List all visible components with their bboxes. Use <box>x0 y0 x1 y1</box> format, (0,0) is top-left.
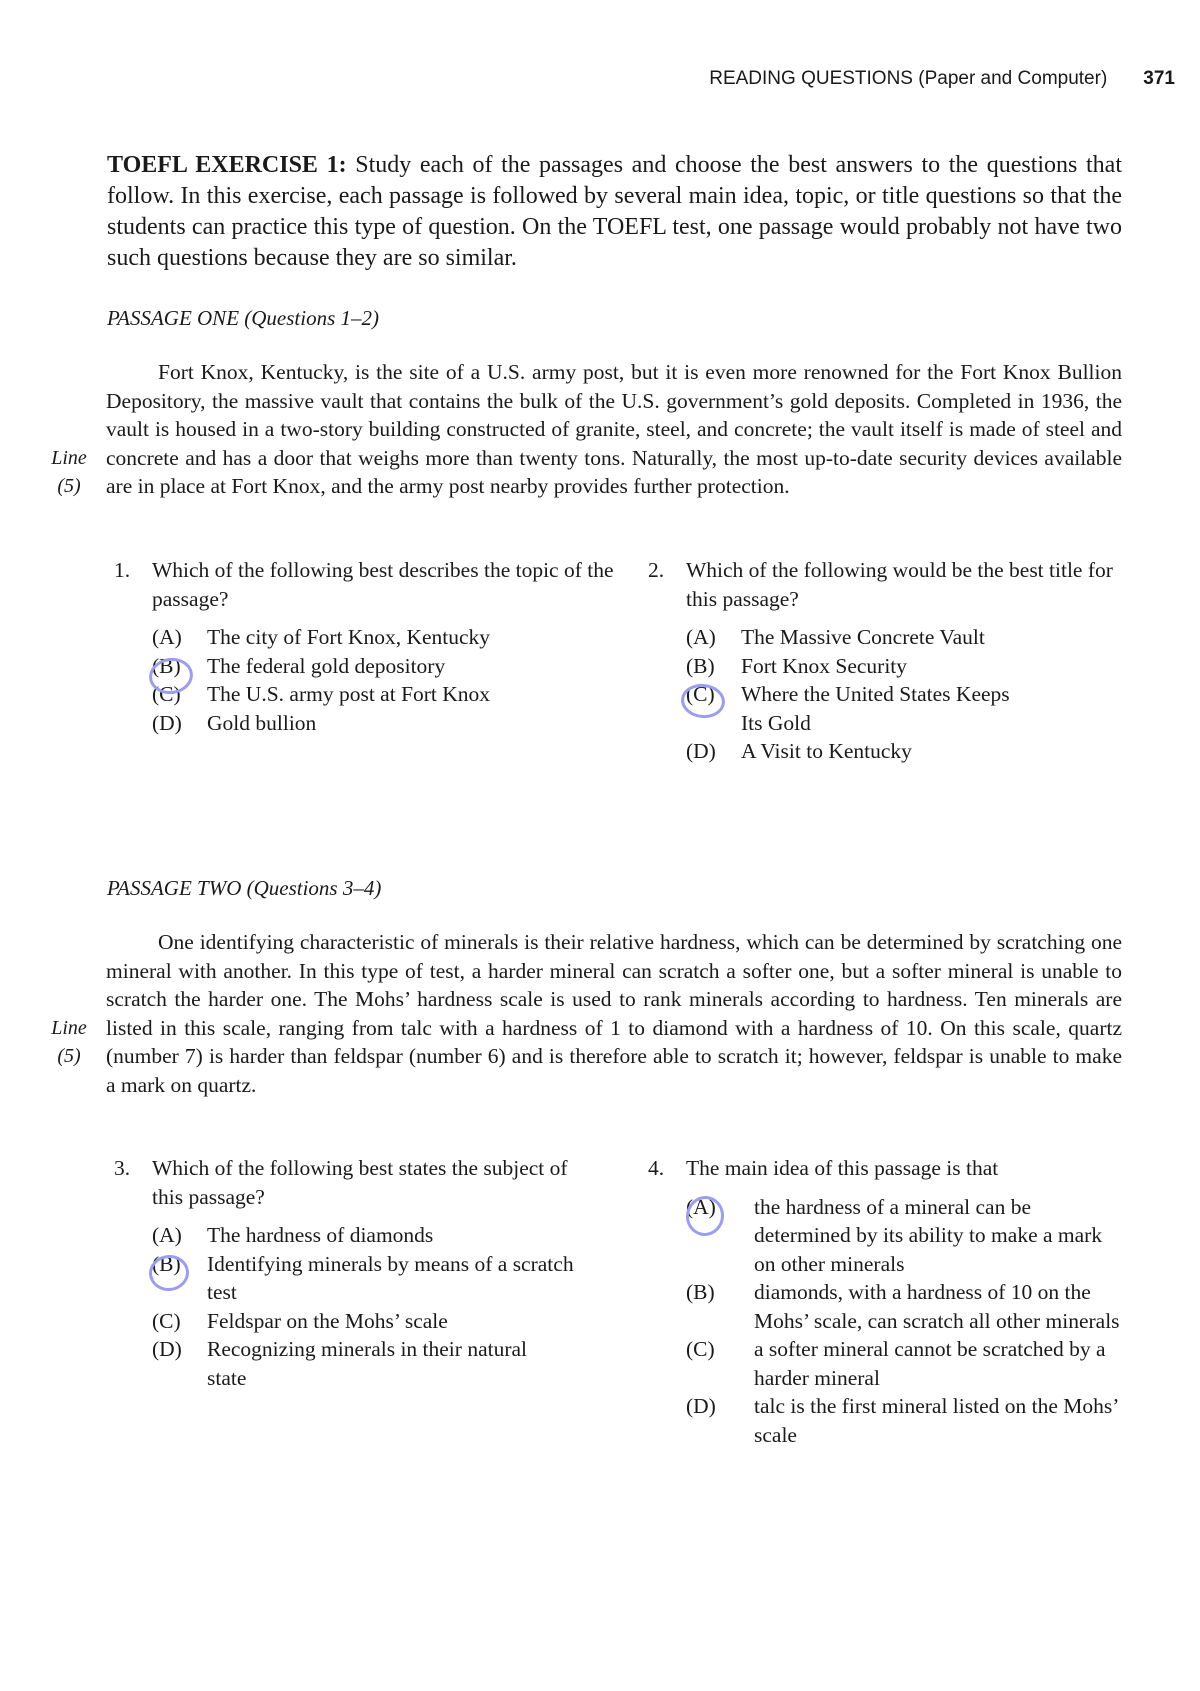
option-text: The hardness of diamonds <box>207 1223 434 1247</box>
exercise-instructions <box>107 150 1122 274</box>
answer-option-d[interactable] <box>686 1392 1128 1449</box>
question-4 <box>648 1154 1128 1449</box>
passage-two-heading: PASSAGE TWO (Questions 3–4) <box>107 876 382 900</box>
passage-one-text: Fort Knox, Kentucky, is the site of a U.S. army post, but it is even more renowned for the Fort Knox Bullion Depository, the massive vault that contains the bulk of the U.S. government’s gold deposits. Completed in 1936, the vault is housed in a two-story building constructed of granite, steel, and concrete; the vault itself is made of steel and concrete and has a door that weighs more than twenty tons. Naturally, the most up-to-date security devices available are in place at Fort Knox, and the army post nearby provides further protection. <box>106 360 1122 498</box>
option-text: The U.S. army post at Fort Knox <box>207 682 491 706</box>
answer-option-c[interactable] <box>686 680 1128 737</box>
option-text: a softer mineral cannot be scratched by a harder mineral <box>754 1337 1106 1390</box>
page-number: 371 <box>1143 68 1175 89</box>
answer-options <box>648 623 1128 766</box>
passage-one-heading: PASSAGE ONE (Questions 1–2) <box>107 306 380 330</box>
answer-options <box>114 1221 594 1392</box>
line-number-5: (5) <box>57 475 81 497</box>
option-letter: (B) <box>152 1251 181 1276</box>
option-text: Where the United States Keeps Its Gold <box>741 682 1010 735</box>
option-letter: (A) <box>686 625 716 649</box>
passage-two <box>106 928 1122 1099</box>
option-letter: (C) <box>152 1308 181 1333</box>
line-label: Line <box>51 1017 87 1039</box>
option-text: Identifying minerals by means of a scratch test <box>207 1251 574 1304</box>
option-text: The federal gold depository <box>207 653 446 678</box>
question-1 <box>114 556 614 737</box>
option-letter: (C) <box>152 682 181 706</box>
option-text: Fort Knox Security <box>741 653 908 678</box>
option-letter: (B) <box>686 653 715 678</box>
exercise-label: TOEFL EXERCISE 1: <box>107 152 347 178</box>
answer-option-b[interactable] <box>152 652 614 681</box>
option-letter: (A) <box>686 1194 716 1219</box>
answer-option-b[interactable] <box>686 652 1128 681</box>
answer-options <box>114 623 614 737</box>
option-text: The Massive Concrete Vault <box>741 625 985 649</box>
option-letter: (A) <box>152 625 182 649</box>
option-letter: (B) <box>686 1280 715 1304</box>
answer-options <box>648 1193 1128 1450</box>
option-text: Feldspar on the Mohs’ scale <box>207 1308 448 1333</box>
option-letter: (D) <box>152 1337 182 1361</box>
answer-option-a[interactable] <box>152 1221 594 1250</box>
running-head <box>0 64 1175 94</box>
line-label: Line <box>51 447 87 469</box>
option-letter: (D) <box>686 739 716 763</box>
exercise-text: Study each of the passages and choose the best answers to the questions that follow. In this exercise, each passage is followed by several main idea, topic, or title questions so that the students can practice this type of question. On the TOEFL test, one passage would probably not have two such questions because they are so similar. <box>107 152 1123 271</box>
option-letter: (A) <box>152 1223 182 1247</box>
option-letter: (D) <box>152 710 182 735</box>
question-number: 2. <box>648 558 665 582</box>
running-title: READING QUESTIONS (Paper and Computer) <box>709 68 1108 89</box>
answer-option-c[interactable] <box>152 680 614 709</box>
question-3 <box>114 1154 594 1392</box>
option-text: A Visit to Kentucky <box>741 739 912 763</box>
question-number: 1. <box>114 558 131 582</box>
option-text: Recognizing minerals in their natural state <box>207 1337 528 1390</box>
question-2 <box>648 556 1128 766</box>
answer-option-c[interactable] <box>152 1307 594 1336</box>
option-letter: (D) <box>686 1394 716 1418</box>
question-stem: Which of the following would be the best title for this passage? <box>686 558 1113 611</box>
answer-option-d[interactable] <box>686 737 1128 766</box>
answer-option-a[interactable] <box>686 1193 1128 1279</box>
option-letter: (C) <box>686 1337 715 1361</box>
answer-option-a[interactable] <box>152 623 614 652</box>
answer-option-c[interactable] <box>686 1335 1128 1392</box>
answer-option-b[interactable] <box>152 1250 594 1307</box>
question-stem: The main idea of this passage is that <box>686 1156 999 1180</box>
passage-one <box>106 358 1122 501</box>
question-stem: Which of the following best describes the topic of the passage? <box>152 558 614 611</box>
option-text: the hardness of a mineral can be determined by its ability to make a mark on other minerals <box>754 1194 1103 1276</box>
option-letter: (B) <box>152 653 181 678</box>
line-number-5: (5) <box>57 1045 81 1067</box>
answer-option-d[interactable] <box>152 709 614 738</box>
answer-option-d[interactable] <box>152 1335 594 1392</box>
answer-option-a[interactable] <box>686 623 1128 652</box>
answer-option-b[interactable] <box>686 1278 1128 1335</box>
question-number: 4. <box>648 1156 665 1180</box>
option-text: talc is the first mineral listed on the Mohs’ scale <box>754 1394 1118 1447</box>
option-text: The city of Fort Knox, Kentucky <box>207 625 491 649</box>
option-text: Gold bullion <box>207 710 317 735</box>
passage-two-text: One identifying characteristic of minerals is their relative hardness, which can be determined by scratching one mineral with another. In this type of test, a harder mineral can scratch a softer one, but a softer mineral is unable to scratch the harder one. The Mohs’ hardness scale is used to rank minerals according to hardness. Ten minerals are listed in this scale, ranging from talc with a hardness of 1 to diamond with a hardness of 10. On this scale, quartz (number 7) is harder than feldspar (number 6) and is therefore able to scratch it; however, feldspar is unable to make a mark on quartz. <box>106 930 1122 1097</box>
question-stem: Which of the following best states the subject of this passage? <box>152 1156 568 1209</box>
option-letter: (C) <box>686 682 715 706</box>
question-number: 3. <box>114 1156 131 1180</box>
option-text: diamonds, with a hardness of 10 on the Mohs’ scale, can scratch all other minerals <box>754 1280 1120 1333</box>
